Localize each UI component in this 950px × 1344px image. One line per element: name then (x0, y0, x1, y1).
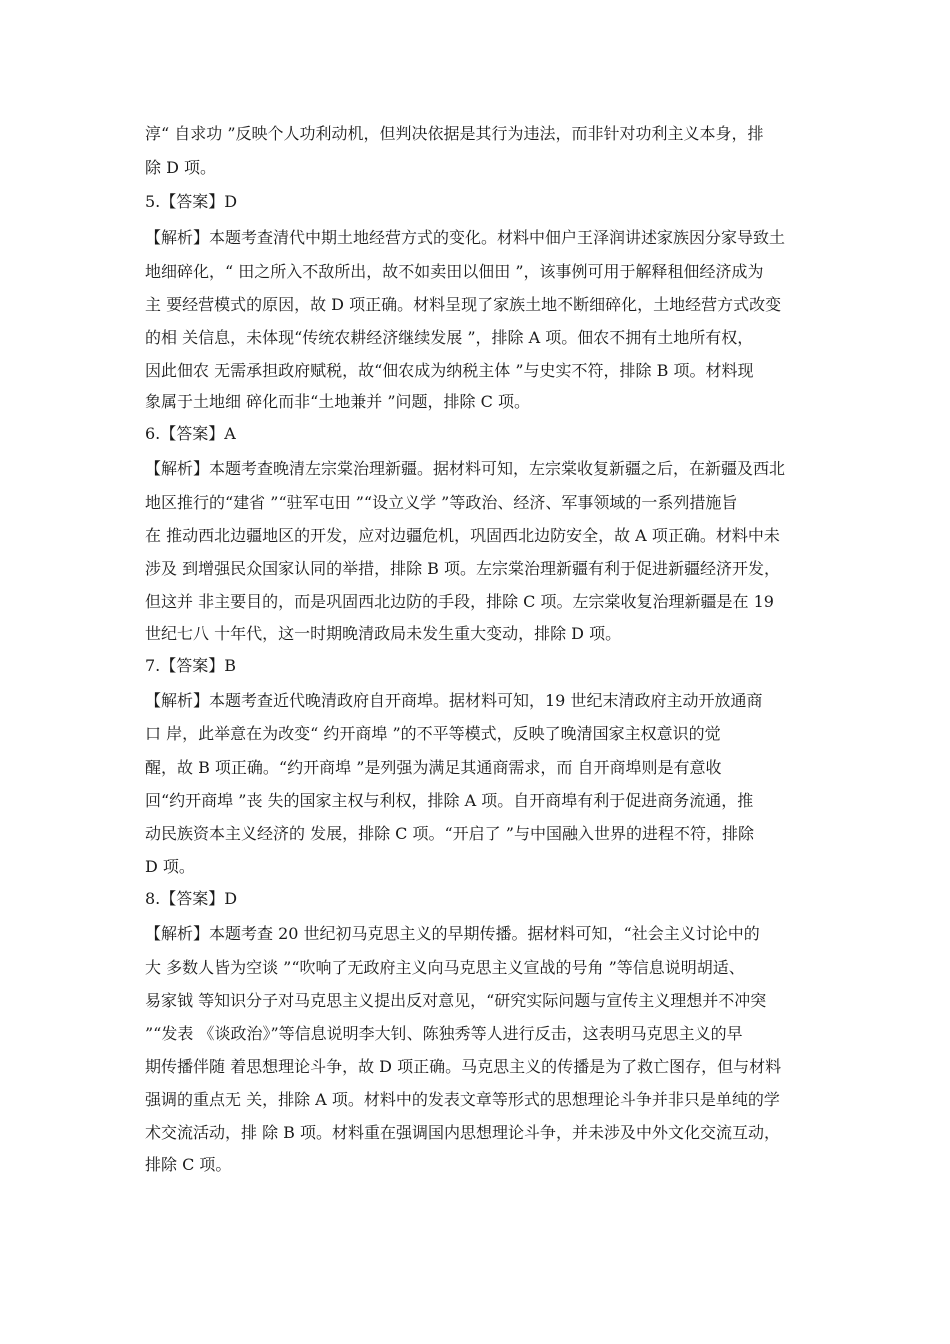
text-line: 回“约开商埠 ”丧 失的国家主权与利权，排除 A 项。自开商埠有利于促进商务流通，推 (145, 791, 754, 810)
text-line: 因此佃农 无需承担政府赋税，故“佃农成为纳税主体 ”与史实不符，排除 B 项。材料现 (145, 361, 754, 380)
text-line: 【解析】本题考查晚清左宗棠治理新疆。据材料可知，左宗棠收复新疆之后，在新疆及西北 (145, 459, 786, 478)
text-line: 涉及 到增强民众国家认同的举措，排除 B 项。左宗棠治理新疆有利于促进新疆经济开发， (145, 559, 781, 578)
text-line: 除 D 项。 (145, 158, 217, 177)
text-line: 动民族资本主义经济的 发展，排除 C 项。“开启了 ”与中国融入世界的进程不符，排除 (145, 824, 754, 843)
answer-heading-8: 8.【答案】D (145, 889, 238, 908)
text-line: 期传播伴随 着思想理论斗争，故 D 项正确。马克思主义的传播是为了救亡图存，但与材料 (145, 1057, 782, 1076)
text-line: 【解析】本题考查清代中期土地经营方式的变化。材料中佃户王泽润讲述家族因分家导致土 (145, 228, 786, 247)
text-line: 醒，故 B 项正确。“约开商埠 ”是列强为满足其通商需求，而 自开商埠则是有意收 (145, 758, 722, 777)
text-line: 易家钺 等知识分子对马克思主义提出反对意见，“研究实际问题与宣传主义理想并不冲突 (145, 991, 767, 1010)
text-line: 的相 关信息，未体现“传统农耕经济继续发展 ”，排除 A 项。佃农不拥有土地所有权， (145, 328, 754, 347)
text-line: 淳“ 自求功 ”反映个人功利动机，但判决依据是其行为违法，而非针对功利主义本身，排 (145, 124, 764, 143)
text-line: 排除 C 项。 (145, 1155, 232, 1174)
text-line: 地区推行的“建省 ”“驻军屯田 ”“设立义学 ”等政治、经济、军事领域的一系列措施旨 (145, 493, 738, 512)
text-line: 主 要经营模式的原因，故 D 项正确。材料呈现了家族土地不断细碎化，土地经营方式改变 (145, 295, 782, 314)
text-line: ”“发表 《谈政治》”等信息说明李大钊、陈独秀等人进行反击，这表明马克思主义的早 (145, 1024, 743, 1043)
text-line: 在 推动西北边疆地区的开发，应对边疆危机，巩固西北边防安全，故 A 项正确。材料中未 (145, 526, 780, 545)
text-line: 世纪七八 十年代，这一时期晚清政局未发生重大变动，排除 D 项。 (145, 624, 622, 643)
text-line: 【解析】本题考查 20 世纪初马克思主义的早期传播。据材料可知，“社会主义讨论中的 (145, 924, 760, 943)
answer-heading-7: 7.【答案】B (145, 656, 237, 675)
text-line: 术交流活动，排 除 B 项。材料重在强调国内思想理论斗争，并未涉及中外文化交流互动， (145, 1123, 781, 1142)
text-line: 地细碎化，“ 田之所入不敌所出，故不如卖田以佃田 ”，该事例可用于解释租佃经济成为 (145, 262, 764, 281)
text-line: 大 多数人皆为空谈 ”“吹响了无政府主义向马克思主义宣战的号角 ”等信息说明胡适、 (145, 958, 745, 977)
answer-heading-6: 6.【答案】A (145, 424, 236, 443)
text-line: 【解析】本题考查近代晚清政府自开商埠。据材料可知，19 世纪末清政府主动开放通商 (145, 691, 763, 710)
answer-heading-5: 5.【答案】D (145, 192, 238, 211)
text-line: 强调的重点无 关，排除 A 项。材料中的发表文章等形式的思想理论斗争并非只是单纯的学 (145, 1090, 780, 1109)
text-line: 口 岸，此举意在为改变“ 约开商埠 ”的不平等模式，反映了晚清国家主权意识的觉 (145, 724, 721, 743)
text-line: 象属于土地细 碎化而非“土地兼并 ”问题，排除 C 项。 (145, 392, 530, 411)
text-line: 但这并 非主要目的，而是巩固西北边防的手段，排除 C 项。左宗棠收复治理新疆是在 19 (145, 592, 774, 611)
text-line: D 项。 (145, 857, 195, 876)
